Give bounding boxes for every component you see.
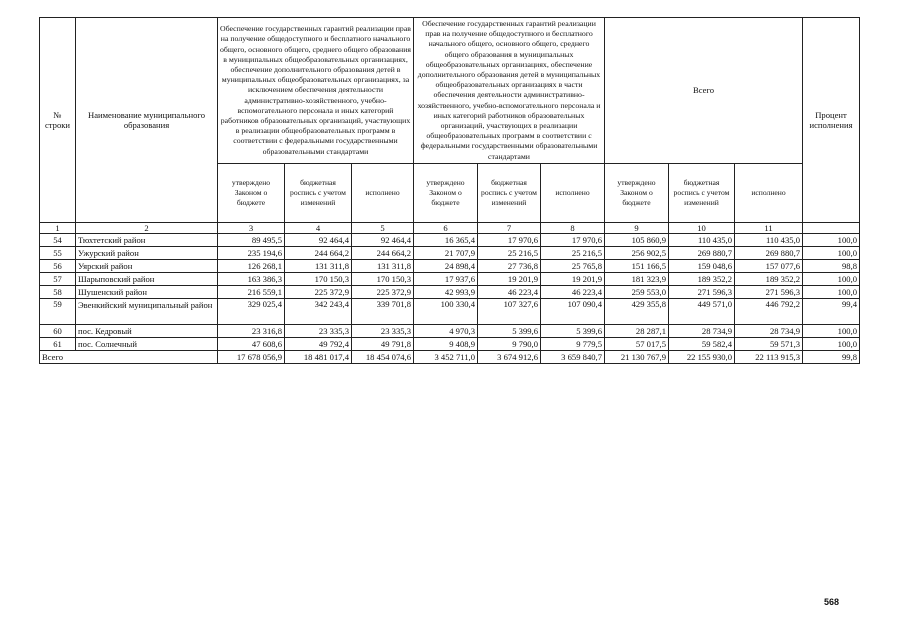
- header-executed-2: исполнено: [541, 163, 605, 222]
- value-cell: 23 335,3: [352, 325, 414, 338]
- col-number: 7: [478, 222, 541, 233]
- value-cell: 17 970,6: [541, 234, 605, 247]
- value-cell: 429 355,8: [605, 299, 669, 325]
- value-cell: 25 765,8: [541, 260, 605, 273]
- value-cell: 339 701,8: [352, 299, 414, 325]
- value-cell: 89 495,5: [218, 234, 285, 247]
- row-number: 59: [40, 299, 76, 325]
- value-cell: 28 734,9: [669, 325, 735, 338]
- percent-cell: 100,0: [803, 338, 860, 351]
- value-cell: 449 571,0: [669, 299, 735, 325]
- value-cell: 59 582,4: [669, 338, 735, 351]
- total-percent-cell: 99,8: [803, 351, 860, 364]
- value-cell: 256 902,5: [605, 247, 669, 260]
- municipality-name: Ужурский район: [76, 247, 218, 260]
- table-row: [40, 260, 860, 273]
- header-group-1: Обеспечение государственных гарантий реализации прав на получение общедоступного и бесплатного начального общего, основного общего, среднего общего образования в муниципальных общеобразовательных организациях, обеспечение дополнительного образования детей в муниципальных общеобразовательных организациях, за исключением обеспечения деятельности административно-хозяйственного, учебно-вспомогательного персонала и иных категорий работников образовательных организаций, участвующих в реализации общеобразовательных программ в соответствии с федеральными государственными образовательными стандартами: [218, 18, 414, 164]
- header-municipality: Наименование муниципального образования: [76, 18, 218, 223]
- value-cell: 159 048,6: [669, 260, 735, 273]
- percent-cell: 100,0: [803, 234, 860, 247]
- value-cell: 157 077,6: [735, 260, 803, 273]
- table-row: [40, 286, 860, 299]
- header-budget-1: бюджетная роспись с учетом изменений: [285, 163, 352, 222]
- value-cell: 189 352,2: [735, 273, 803, 286]
- col-number: 11: [735, 222, 803, 233]
- value-cell: 271 596,3: [669, 286, 735, 299]
- value-cell: 271 596,3: [735, 286, 803, 299]
- value-cell: 9 790,0: [478, 338, 541, 351]
- percent-cell: 99,4: [803, 299, 860, 325]
- header-percent: Процент исполнения: [803, 18, 860, 223]
- value-cell: 269 880,7: [735, 247, 803, 260]
- value-cell: 181 323,9: [605, 273, 669, 286]
- header-approved-1: утверждено Законом о бюджете: [218, 163, 285, 222]
- value-cell: 19 201,9: [541, 273, 605, 286]
- municipality-name: Тюхтетский район: [76, 234, 218, 247]
- table-row: [40, 273, 860, 286]
- value-cell: 49 791,8: [352, 338, 414, 351]
- value-cell: 110 435,0: [735, 234, 803, 247]
- header-group-2: Обеспечение государственных гарантий реализации прав на получение общедоступного и бесплатного начального общего, основного общего, среднего общего образования в муниципальных общеобразовательных организациях, обеспечение дополнительного образования детей в муниципальных общеобразовательных организациях в части обеспечения деятельности административно-хозяйственного, учебно-вспомогательного персонала и иных категорий работников образовательных организаций, участвующих в реализации общеобразовательных программ в соответствии с федеральными государственными образовательными стандартами: [414, 18, 605, 164]
- value-cell: 23 316,8: [218, 325, 285, 338]
- total-value-cell: 17 678 056,9: [218, 351, 285, 364]
- value-cell: 216 559,1: [218, 286, 285, 299]
- value-cell: 59 571,3: [735, 338, 803, 351]
- col-number: 5: [352, 222, 414, 233]
- value-cell: 46 223,4: [478, 286, 541, 299]
- total-value-cell: 18 481 017,4: [285, 351, 352, 364]
- value-cell: 163 386,3: [218, 273, 285, 286]
- municipality-name: Эвенкийский муниципальный район: [76, 299, 218, 325]
- total-row: [40, 351, 860, 364]
- header-budget-3: бюджетная роспись с учетом изменений: [669, 163, 735, 222]
- percent-cell: 100,0: [803, 286, 860, 299]
- municipality-name: пос. Кедровый: [76, 325, 218, 338]
- value-cell: 27 736,8: [478, 260, 541, 273]
- report-sheet: [39, 17, 859, 364]
- execution-table: [39, 17, 860, 364]
- value-cell: 21 707,9: [414, 247, 478, 260]
- percent-cell: 100,0: [803, 273, 860, 286]
- value-cell: 131 311,8: [352, 260, 414, 273]
- percent-cell: 100,0: [803, 325, 860, 338]
- value-cell: 259 553,0: [605, 286, 669, 299]
- value-cell: 9 408,9: [414, 338, 478, 351]
- value-cell: 244 664,2: [352, 247, 414, 260]
- value-cell: 269 880,7: [669, 247, 735, 260]
- row-number: 54: [40, 234, 76, 247]
- total-value-cell: 22 155 930,0: [669, 351, 735, 364]
- value-cell: 446 792,2: [735, 299, 803, 325]
- municipality-name: Шушенский район: [76, 286, 218, 299]
- row-number: 60: [40, 325, 76, 338]
- header-group-total: Всего: [605, 18, 803, 164]
- table-row: [40, 234, 860, 247]
- municipality-name: Шарыповский район: [76, 273, 218, 286]
- table-row: [40, 338, 860, 351]
- col-number: 9: [605, 222, 669, 233]
- value-cell: 107 090,4: [541, 299, 605, 325]
- total-value-cell: 3 452 711,0: [414, 351, 478, 364]
- header-approved-2: утверждено Законом о бюджете: [414, 163, 478, 222]
- table-row: [40, 299, 860, 325]
- col-number: 1: [40, 222, 76, 233]
- value-cell: 28 734,9: [735, 325, 803, 338]
- value-cell: 151 166,5: [605, 260, 669, 273]
- value-cell: 107 327,6: [478, 299, 541, 325]
- value-cell: 92 464,4: [352, 234, 414, 247]
- value-cell: 170 150,3: [352, 273, 414, 286]
- col-number: 4: [285, 222, 352, 233]
- value-cell: 189 352,2: [669, 273, 735, 286]
- value-cell: 28 287,1: [605, 325, 669, 338]
- col-number: 3: [218, 222, 285, 233]
- municipality-name: Уярский район: [76, 260, 218, 273]
- value-cell: 57 017,5: [605, 338, 669, 351]
- value-cell: 23 335,3: [285, 325, 352, 338]
- value-cell: 5 399,6: [478, 325, 541, 338]
- value-cell: 342 243,4: [285, 299, 352, 325]
- value-cell: 131 311,8: [285, 260, 352, 273]
- page-number: 568: [824, 597, 840, 607]
- header-row-no: № строки: [40, 18, 76, 223]
- row-number: 61: [40, 338, 76, 351]
- col-number: 6: [414, 222, 478, 233]
- value-cell: 225 372,9: [352, 286, 414, 299]
- municipality-name: пос. Солнечный: [76, 338, 218, 351]
- header-budget-2: бюджетная роспись с учетом изменений: [478, 163, 541, 222]
- value-cell: 46 223,4: [541, 286, 605, 299]
- value-cell: 105 860,9: [605, 234, 669, 247]
- col-number: 8: [541, 222, 605, 233]
- value-cell: 126 268,1: [218, 260, 285, 273]
- value-cell: 24 898,4: [414, 260, 478, 273]
- col-number: 2: [76, 222, 218, 233]
- row-number: 55: [40, 247, 76, 260]
- value-cell: 244 664,2: [285, 247, 352, 260]
- value-cell: 19 201,9: [478, 273, 541, 286]
- value-cell: 5 399,6: [541, 325, 605, 338]
- col-number: 10: [669, 222, 735, 233]
- value-cell: 170 150,3: [285, 273, 352, 286]
- total-value-cell: 22 113 915,3: [735, 351, 803, 364]
- value-cell: 110 435,0: [669, 234, 735, 247]
- value-cell: 49 792,4: [285, 338, 352, 351]
- value-cell: 225 372,9: [285, 286, 352, 299]
- value-cell: 25 216,5: [541, 247, 605, 260]
- total-value-cell: 3 659 840,7: [541, 351, 605, 364]
- total-value-cell: 21 130 767,9: [605, 351, 669, 364]
- value-cell: 25 216,5: [478, 247, 541, 260]
- value-cell: 92 464,4: [285, 234, 352, 247]
- value-cell: 17 937,6: [414, 273, 478, 286]
- value-cell: 16 365,4: [414, 234, 478, 247]
- total-value-cell: 3 674 912,6: [478, 351, 541, 364]
- value-cell: 47 608,6: [218, 338, 285, 351]
- header-executed-1: исполнено: [352, 163, 414, 222]
- value-cell: 42 993,9: [414, 286, 478, 299]
- value-cell: 100 330,4: [414, 299, 478, 325]
- table-row: [40, 247, 860, 260]
- table-row: [40, 325, 860, 338]
- percent-cell: 98,8: [803, 260, 860, 273]
- value-cell: 17 970,6: [478, 234, 541, 247]
- total-value-cell: 18 454 074,6: [352, 351, 414, 364]
- percent-cell: 100,0: [803, 247, 860, 260]
- header-approved-3: утверждено Законом о бюджете: [605, 163, 669, 222]
- value-cell: 4 970,3: [414, 325, 478, 338]
- row-number: 57: [40, 273, 76, 286]
- row-number: 56: [40, 260, 76, 273]
- header-executed-3: исполнено: [735, 163, 803, 222]
- col-number-empty: [803, 222, 860, 233]
- value-cell: 9 779,5: [541, 338, 605, 351]
- row-number: 58: [40, 286, 76, 299]
- total-label: Всего: [40, 351, 218, 364]
- value-cell: 329 025,4: [218, 299, 285, 325]
- value-cell: 235 194,6: [218, 247, 285, 260]
